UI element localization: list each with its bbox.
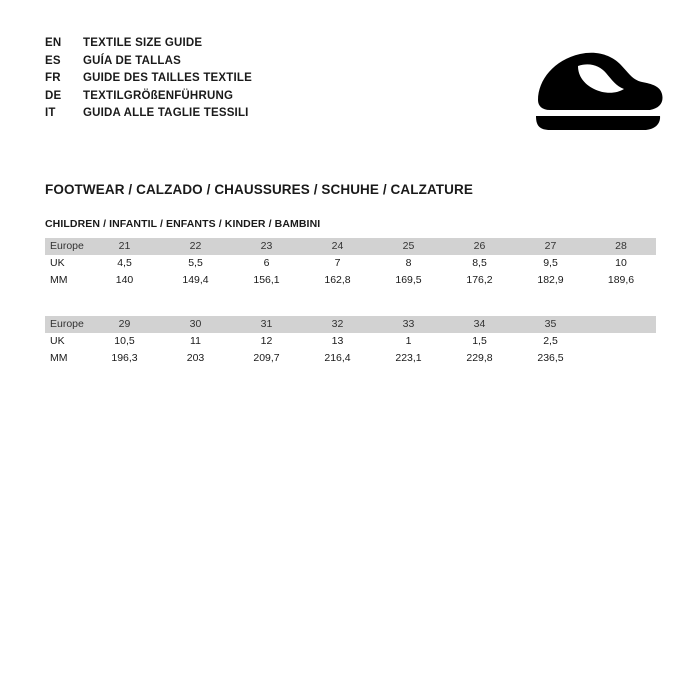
section-subtitle: CHILDREN / INFANTIL / ENFANTS / KINDER / BAMBINI [45, 218, 321, 230]
table-row-header [45, 316, 656, 333]
table-cell: 13 [331, 335, 344, 347]
row-label: MM [50, 274, 68, 286]
table-cell: 156,1 [253, 274, 280, 286]
row-label: Europe [50, 240, 84, 252]
table-cell: 162,8 [324, 274, 351, 286]
table-cell-empty [586, 350, 656, 367]
row-label: UK [50, 257, 65, 269]
language-list [45, 38, 252, 126]
table-row [45, 333, 656, 350]
table-cell: 196,3 [111, 352, 138, 364]
language-title: GUIDA ALLE TAGLIE TESSILI [83, 107, 249, 119]
table-cell: 34 [473, 318, 486, 330]
language-row [45, 108, 252, 126]
language-code: DE [45, 89, 62, 102]
table-cell: 22 [189, 240, 202, 252]
row-label: UK [50, 335, 65, 347]
language-title: TEXTILGRÖßENFÜHRUNG [83, 89, 234, 102]
language-title: GUIDE DES TAILLES TEXTILE [83, 72, 252, 84]
table-cell: 189,6 [607, 274, 635, 286]
table-cell: 4,5 [117, 257, 132, 269]
table-cell: 209,7 [253, 352, 280, 364]
size-table-children-1 [45, 238, 656, 289]
table-cell: 27 [544, 240, 557, 252]
table-cell: 8,5 [472, 257, 487, 269]
table-cell: 5,5 [188, 257, 203, 269]
table-cell: 30 [189, 318, 202, 330]
table-cell: 33 [402, 318, 415, 330]
language-code: IT [45, 107, 56, 119]
table-cell: 182,9 [537, 274, 564, 286]
table-cell: 229,8 [466, 352, 493, 364]
table-cell: 24 [331, 240, 344, 252]
table-cell: 236,5 [537, 352, 564, 364]
table-cell-empty [586, 316, 656, 333]
table-cell: 176,2 [466, 274, 493, 286]
shoe-icon [520, 42, 670, 137]
table-cell: 28 [615, 240, 627, 252]
table-cell: 32 [331, 318, 344, 330]
page-title: FOOTWEAR / CALZADO / CHAUSSURES / SCHUHE / CALZATURE [45, 182, 473, 197]
table-cell: 6 [263, 257, 270, 269]
language-code: EN [45, 37, 62, 49]
table-row [45, 350, 656, 367]
table-cell: 169,5 [395, 274, 422, 286]
table-cell: 10,5 [114, 335, 135, 347]
table-cell: 26 [473, 240, 486, 252]
table-row [45, 272, 656, 289]
table-cell-empty [586, 333, 656, 350]
table-cell: 1 [405, 335, 412, 347]
table-cell: 216,4 [324, 352, 351, 364]
language-row [45, 91, 252, 109]
language-title: GUÍA DE TALLAS [83, 54, 181, 67]
table-row [45, 255, 656, 272]
table-cell: 203 [186, 352, 205, 364]
table-cell: 8 [405, 257, 412, 269]
table-cell: 35 [544, 318, 557, 330]
table-cell: 9,5 [543, 257, 558, 269]
row-label: Europe [50, 318, 84, 330]
table-cell: 12 [260, 335, 273, 347]
language-row [45, 73, 252, 91]
table-cell: 10 [615, 257, 627, 269]
size-table-children-2 [45, 316, 656, 367]
table-cell: 140 [115, 274, 134, 286]
table-cell: 149,4 [182, 274, 209, 286]
table-cell: 1,5 [472, 335, 487, 347]
language-title: TEXTILE SIZE GUIDE [83, 37, 203, 49]
table-cell: 21 [118, 240, 131, 252]
row-label: MM [50, 352, 68, 364]
language-code: ES [45, 54, 61, 67]
language-code: FR [45, 72, 61, 84]
language-row [45, 56, 252, 74]
table-cell: 11 [190, 335, 201, 347]
table-cell: 7 [334, 257, 341, 269]
language-row [45, 38, 252, 56]
table-cell: 25 [402, 240, 415, 252]
table-cell: 31 [260, 318, 273, 330]
table-cell: 29 [118, 318, 131, 330]
table-cell: 2,5 [543, 335, 558, 347]
table-cell: 223,1 [395, 352, 422, 364]
table-cell: 23 [260, 240, 273, 252]
table-row-header [45, 238, 656, 255]
